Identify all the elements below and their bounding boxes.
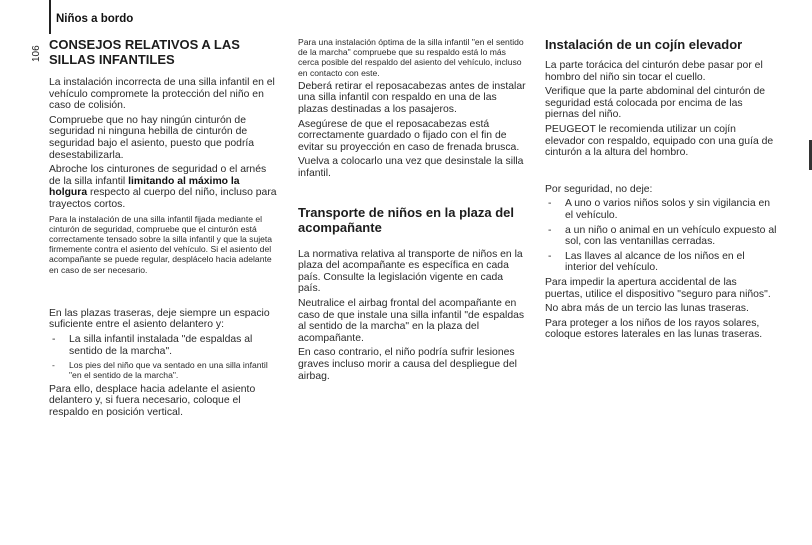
paragraph: En caso contrario, el niño podría sufrir lesiones graves incluso morir a causa del despliegue del airbag. xyxy=(298,347,517,382)
page-number: 106 xyxy=(31,45,42,62)
header-rule xyxy=(49,0,51,34)
paragraph: Para proteger a los niños de los rayos solares, coloque estores laterales en las lunas traseras. xyxy=(545,317,763,341)
paragraph: Para impedir la apertura accidental de las puertas, utilice el dispositivo "seguro para niños". xyxy=(545,276,771,300)
paragraph: La instalación incorrecta de una silla infantil en el vehículo compromete la protección del niño en caso de colisión. xyxy=(49,77,275,112)
paragraph: Compruebe que no hay ningún cinturón de seguridad ni ninguna hebilla de cinturón de seguridad bajo el asiento, puesto que podría desestabilizarla. xyxy=(49,114,255,161)
list-item: - Los pies del niño que va sentado en una silla infantil "en el sentido de la marcha". xyxy=(49,360,277,380)
list-item: - a un niño o animal en un vehículo expuesto al sol, con las ventanillas cerradas. xyxy=(545,225,777,248)
list-item: - La silla infantil instalada "de espaldas al sentido de la marcha". xyxy=(49,334,277,357)
heading-front-passenger: Transporte de niños en la plaza del acompañante xyxy=(298,204,514,235)
section-header: Niños a bordo xyxy=(56,13,134,25)
emphasis: limitando al máximo la holgura xyxy=(49,175,240,199)
paragraph-belt-slack: Abroche los cinturones de seguridad o el arnés de la silla infantil limitando al máximo la holgura respecto al cuerpo del niño, incluso para trayectos cortos. xyxy=(49,164,277,210)
heading-booster-cushion: Instalación de un cojín elevador xyxy=(545,37,743,52)
paragraph: PEUGEOT le recomienda utilizar un cojín elevador con respaldo, equipado con una guía de cinturón a la altura del hombro. xyxy=(545,123,774,159)
paragraph-note: Para la instalación de una silla infantil fijada mediante el cinturón de seguridad, compruebe que el cinturón está correctamente tensado sobre la silla infantil y que la sujeta firmemente contra el asiento del vehículo. Si el asiento del acompañante se puede regular, desplácelo hacia adelante en caso de ser necesario. xyxy=(49,213,273,275)
column-1 xyxy=(49,37,277,421)
column-2 xyxy=(298,37,528,385)
list-rear-seats xyxy=(49,334,277,381)
paragraph: La parte torácica del cinturón debe pasar por el hombro del niño sin tocar el cuello. xyxy=(545,60,763,83)
paragraph-note: Para una instalación óptima de la silla infantil "en el sentido de la marcha" compruebe que su respaldo está lo más cerca posible del respaldo del asiento del vehículo, incluso en contacto con este. xyxy=(298,37,524,78)
paragraph: Neutralice el airbag frontal del acompañante en caso de que instale una silla infantil "de espaldas al sentido de la marcha" en la plaza del acompañante. xyxy=(298,297,525,344)
paragraph: Vuelva a colocarlo una vez que desinstale la silla infantil. xyxy=(298,156,524,179)
list-item: - Las llaves al alcance de los niños en el interior del vehículo. xyxy=(545,251,777,274)
paragraph: Asegúrese de que el reposacabezas está correctamente guardado o fijado con el fin de evitar su proyección en caso de frenada brusca. xyxy=(298,118,520,153)
paragraph: No abra más de un tercio las lunas traseras. xyxy=(545,303,749,315)
paragraph: En las plazas traseras, deje siempre un espacio suficiente entre el asiento delantero y: xyxy=(49,307,270,331)
paragraph: Para ello, desplace hacia adelante el asiento delantero y, si fuera necesario, coloque el respaldo en posición vertical. xyxy=(49,383,256,418)
paragraph: La normativa relativa al transporte de niños en la plaza del acompañante es específica en cada país. Consulte la legislación vigente en cada país. xyxy=(298,248,523,295)
paragraph: Verifique que la parte abdominal del cinturón de seguridad está colocada por encima de las piernas del niño. xyxy=(545,86,766,121)
paragraph: Por seguridad, no deje: xyxy=(545,183,653,195)
paragraph: Deberá retirar el reposacabezas antes de instalar una silla infantil con respaldo en una de las plazas destinadas a los pasajeros. xyxy=(298,80,526,115)
list-item: - A uno o varios niños solos y sin vigilancia en el vehículo. xyxy=(545,198,777,221)
heading-child-seat-advice: CONSEJOS RELATIVOS A LAS SILLAS INFANTILES xyxy=(49,37,240,67)
column-3 xyxy=(545,37,777,344)
list-safety xyxy=(545,198,777,274)
